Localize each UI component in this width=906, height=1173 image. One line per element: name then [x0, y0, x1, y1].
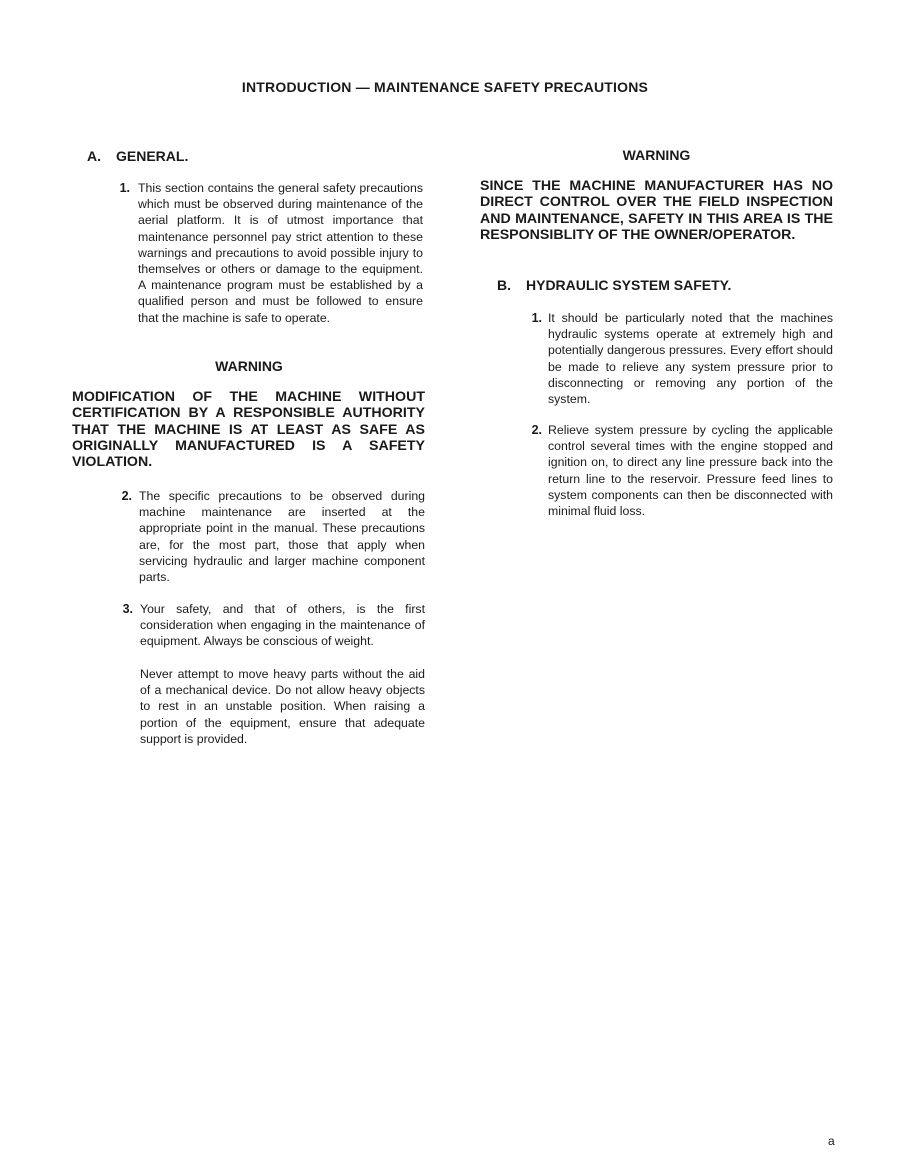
section-a-item3-text2: Never attempt to move heavy parts without the aid of a mechanical device. Do not allow heavy objects to rest in an unstable position. When raising a portion of the equipment, ensure that adequate support is provided.: [140, 667, 425, 746]
section-a-item2-text: The specific precautions to be observed during machine maintenance are inserted at the appropriate point in the manual. These precautions are, for the most part, those that apply when servicing hydraulic and larger machine component parts.: [139, 489, 425, 585]
section-a-letter: A.: [87, 148, 101, 164]
section-a-item3-text: Your safety, and that of others, is the first consideration when engaging in the maintenance of equipment. Always be conscious of weight.: [140, 602, 425, 649]
item-number: 2.: [121, 489, 132, 503]
item-number: 3.: [122, 602, 133, 616]
warning-label: WARNING: [215, 358, 283, 374]
item-number: 1.: [119, 181, 130, 195]
section-b-item2-text: Relieve system pressure by cycling the applicable control several times with the engine stopped and ignition on, to direct any line pressure back into the return line to the reservoir. Pressure feed lines to system components can then be disconnected with minimal fluid loss.: [548, 423, 833, 519]
warning-label: WARNING: [622, 147, 691, 163]
section-b-heading: [497, 277, 731, 293]
page-letter: a: [828, 1134, 835, 1148]
item-number: 1.: [531, 311, 542, 325]
section-b-title: HYDRAULIC SYSTEM SAFETY.: [526, 277, 732, 293]
warning-text: SINCE THE MACHINE MANUFACTURER HAS NO DIRECT CONTROL OVER THE FIELD INSPECTION AND MAINTENANCE, SAFETY IN THIS AREA IS THE RESPONSIBLITY OF THE OWNER/OPERATOR.: [480, 178, 833, 243]
item-number: 2.: [531, 423, 542, 437]
warning-text: MODIFICATION OF THE MACHINE WITHOUT CERTIFICATION BY A RESPONSIBLE AUTHORITY THAT THE MACHINE IS AT LEAST AS SAFE AS ORIGINALLY MANUFACTURED IS A SAFETY VIOLATION.: [72, 389, 425, 471]
section-b-item1-text: It should be particularly noted that the machines hydraulic systems operate at extremely high and potentially dangerous pressures. Every effort should be made to relieve any system pressure prior to disconnecting or removing any portion of the system.: [548, 311, 833, 407]
section-a-heading: [87, 148, 188, 164]
section-b-letter: B.: [497, 277, 511, 293]
section-a-item1-text: This section contains the general safety precautions which must be observed during maintenance of the aerial platform. It is of utmost importance that maintenance personnel pay strict attention to these warnings and precautions to avoid possible injury to themselves or others or damage to the equipment. A maintenance program must be established by a qualified person and must be followed to ensure that the machine is safe to operate.: [138, 181, 423, 325]
page-title: INTRODUCTION — MAINTENANCE SAFETY PRECAUTIONS: [241, 79, 649, 95]
section-a-title: GENERAL.: [116, 148, 189, 164]
